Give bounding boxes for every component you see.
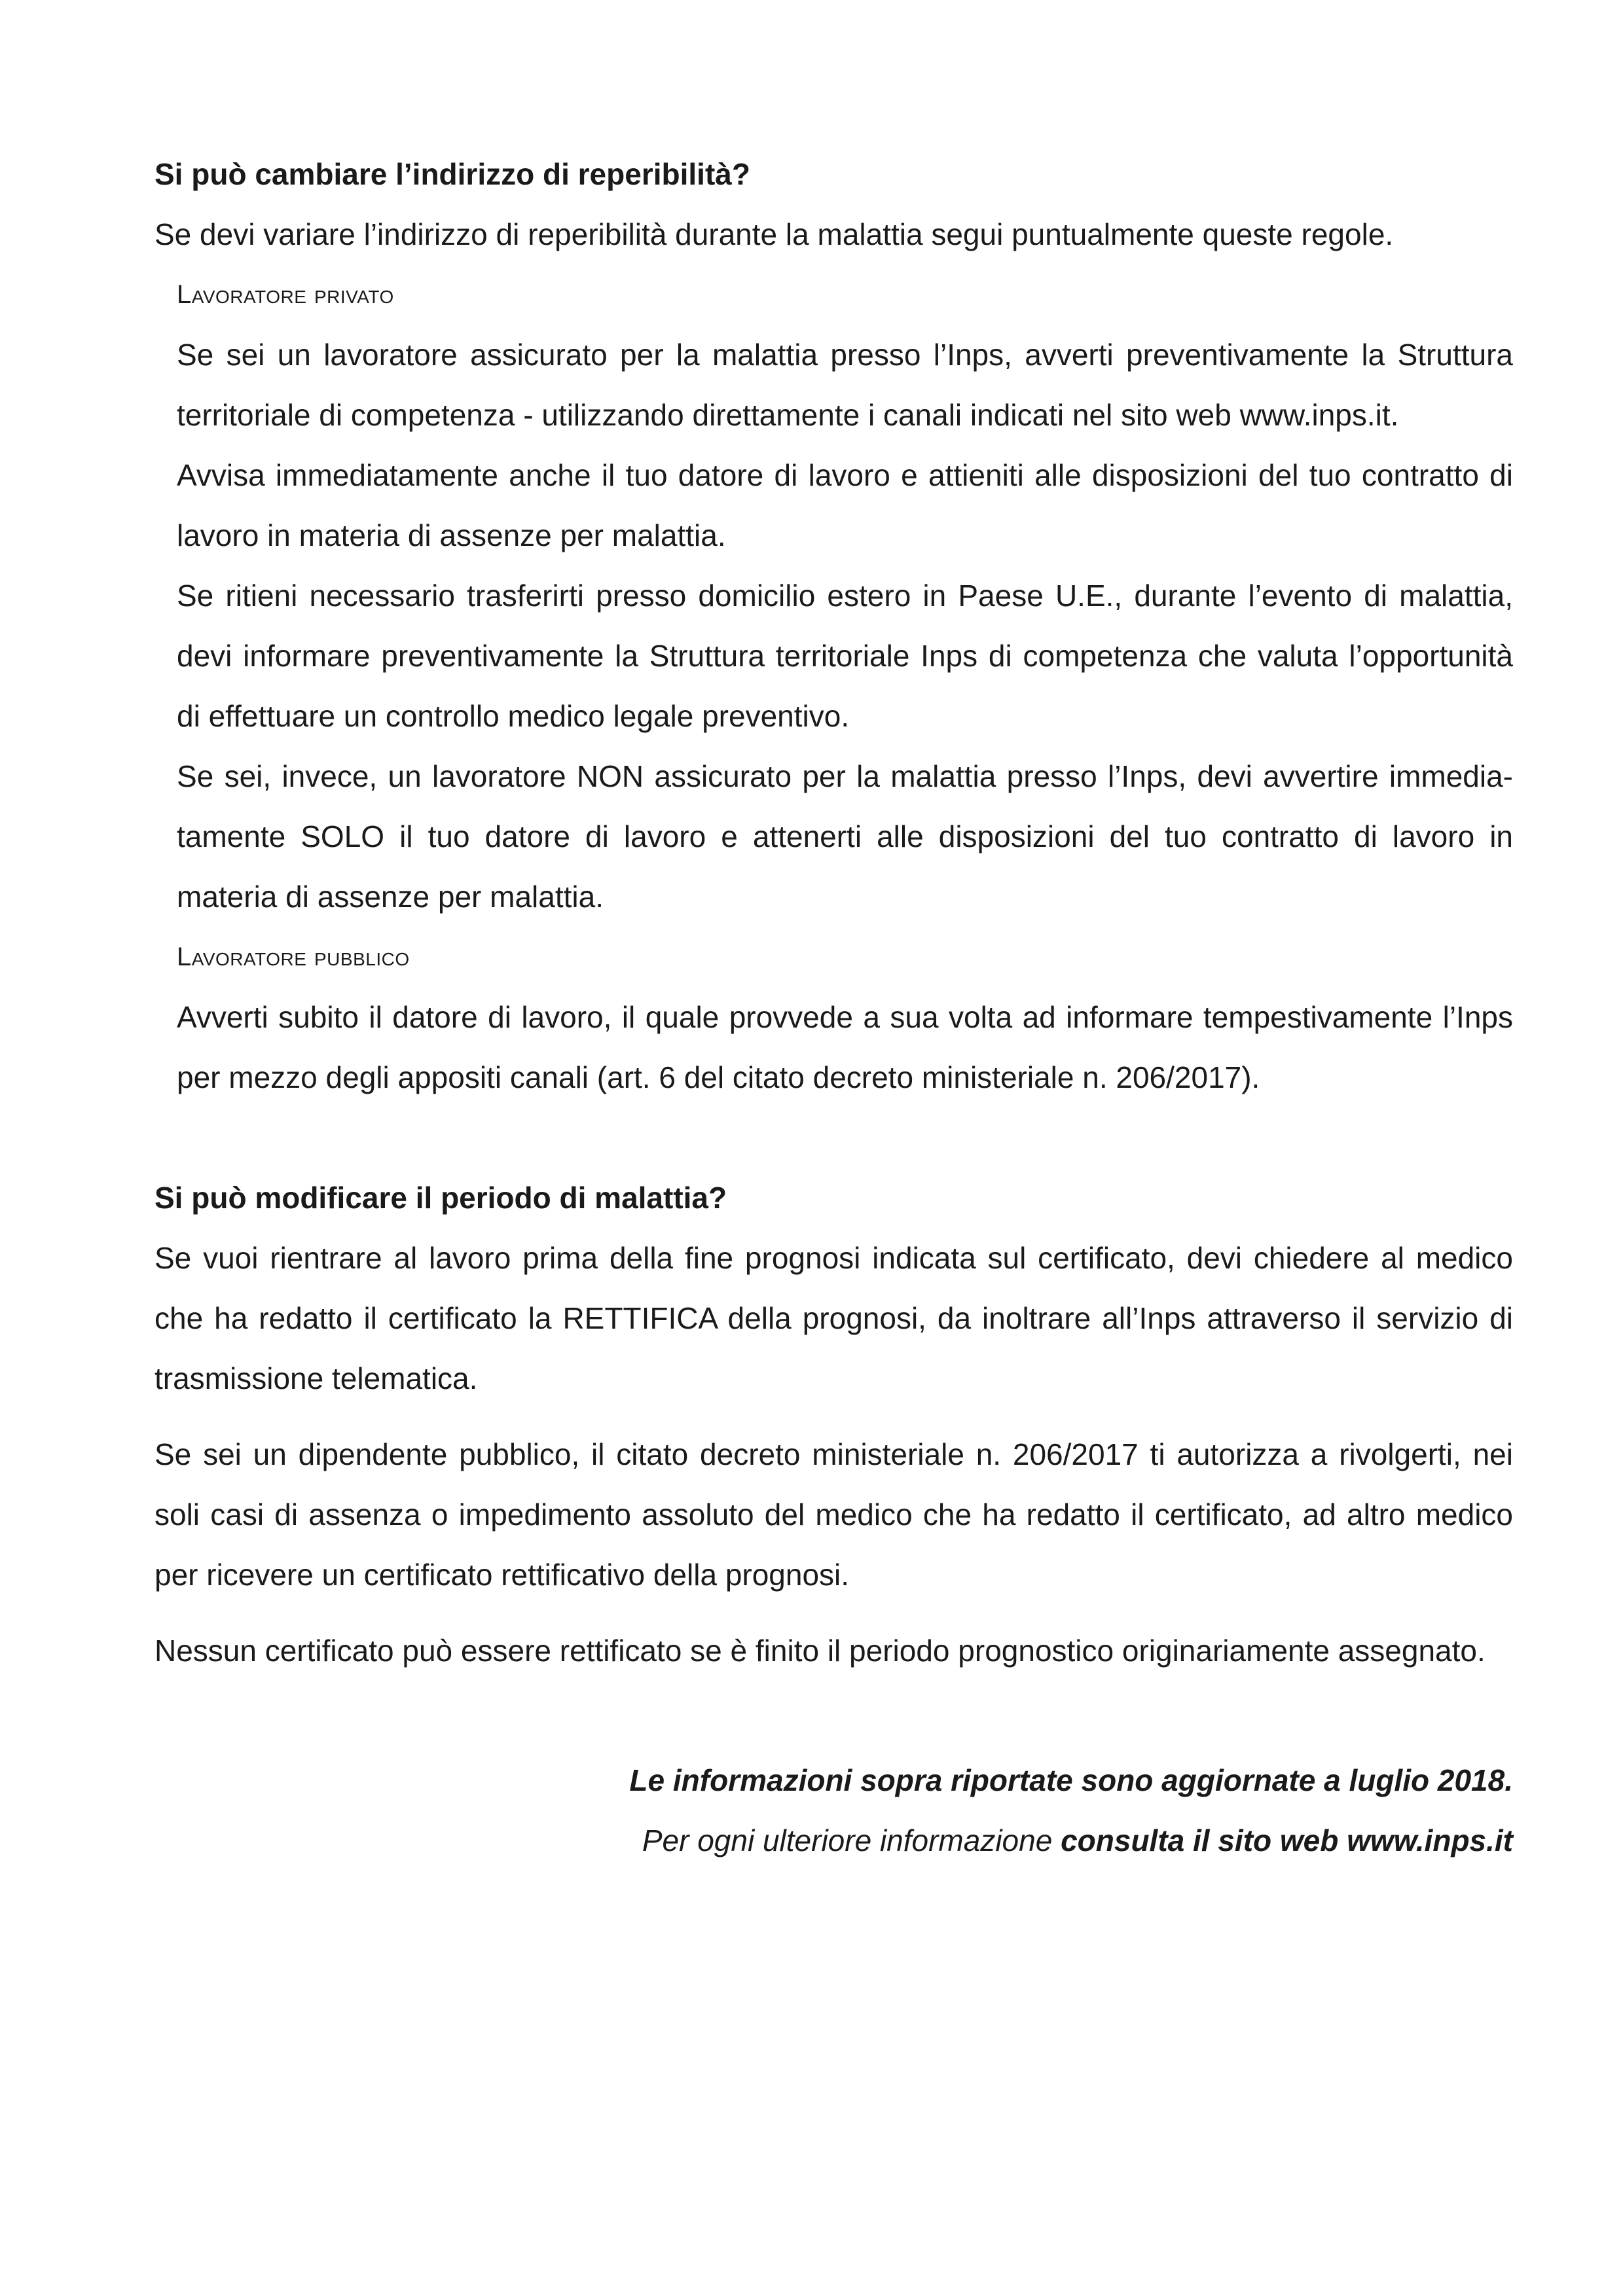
paragraph-privato-2: Avvisa immediatamente anche il tuo datore di lavoro e attieniti alle disposizioni del tuo contratto di lavoro in materia di assenze per malattia. (177, 458, 1513, 552)
section-title-reperibilita: Si può cambiare l’indirizzo di reperibilità? (155, 157, 750, 191)
footer-website-link[interactable]: consulta il sito web www.inps.it (1061, 1823, 1513, 1857)
paragraph-rettifica-3: Nessun certificato può essere rettificato se è finito il periodo prognostico originariamente assegnato. (155, 1634, 1486, 1668)
section-periodo-malattia (155, 1168, 1513, 1681)
subheading-lavoratore-privato: Lavoratore privato (177, 280, 394, 309)
subheading-lavoratore-pubblico: Lavoratore pubblico (177, 942, 410, 971)
section-title-periodo: Si può modificare il periodo di malattia? (155, 1181, 727, 1215)
paragraph-rettifica-2: Se sei un dipendente pubblico, il citato decreto ministeriale n. 206/2017 ti autorizza a rivolgerti, nei soli casi di assenza o impedimento assoluto del medico che ha redatto il certificato, ad altro medico per ricevere un certificato rettificativo della prognosi. (155, 1437, 1513, 1592)
section-intro: Se devi variare l’indirizzo di reperibilità durante la malattia segui puntualmente queste regole. (155, 217, 1394, 251)
footer-more-info (155, 1810, 1513, 1871)
footer-note (155, 1750, 1513, 1871)
document-page (155, 144, 1513, 1871)
footer-updated: Le informazioni sopra riportate sono aggiornate a luglio 2018. (629, 1763, 1513, 1797)
paragraph-pubblico-1: Avverti subito il datore di lavoro, il quale provvede a sua volta ad informare tempestivamente l’Inps per mezzo degli appositi canali (art. 6 del citato decreto ministeriale n. 206/2017). (177, 1000, 1513, 1094)
paragraph-privato-3: Se ritieni necessario trasferirti presso domicilio estero in Paese U.E., durante l’evento di malattia, devi informare preventivamente la Struttura territoriale Inps di competenza che valuta l’opportunità di effettuare un controllo medico legale preventivo. (177, 579, 1513, 733)
footer-more-prefix: Per ogni ulteriore informazione (642, 1823, 1061, 1857)
paragraph-rettifica-1: Se vuoi rientrare al lavoro prima della fine prognosi indicata sul certificato, devi chiedere al medico che ha redatto il certificato la RETTIFICA della prognosi, da inoltrare all’Inps attraverso il servizio di trasmissione telematica. (155, 1241, 1513, 1395)
paragraph-privato-4: Se sei, invece, un lavoratore NON assicurato per la malattia presso l’Inps, devi avvertire immediatamente SOLO il tuo datore di lavoro e attenerti alle disposizioni del tuo contratto di lavoro in materia di assenze per malattia. (177, 759, 1513, 914)
paragraph-privato-1: Se sei un lavoratore assicurato per la malattia presso l’Inps, avverti preventivamente la Struttura territoriale di competenza - utilizzando direttamente i canali indicati nel sito web www.inps.it. (177, 338, 1513, 432)
